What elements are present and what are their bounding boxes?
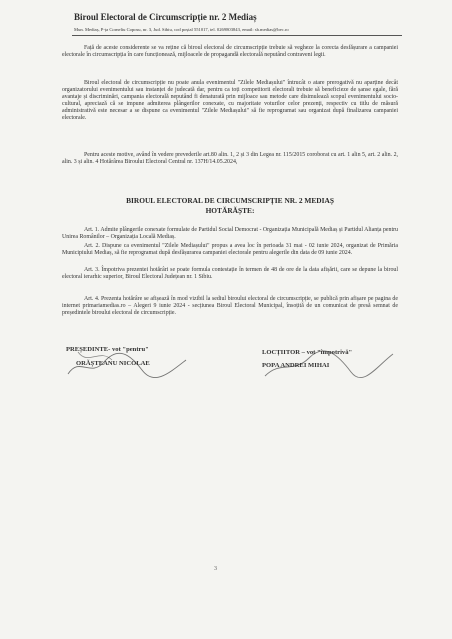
body-paragraph-2: Biroul electoral de circumscripție nu poate anula evenimentul "Zilele Mediașului" întrucât o atare prerogativă nu aparține decât organizatorului evenimentului sau instanței de judecată dar, pentru ca toți competitorii electorali trebuie să beneficieze de șanse egale, fără avantaje și discriminări, campania electorală neputând fi denaturată prin mijloace sau metode care disimulează scopul evenimentului socio-cultural, apreciază că se impune admiterea plângerilor conexate, cu majoritate voturilor celor prezenți, respectiv cu titlu de măsură administrativă este necesar a se dispune ca evenimentul "Zilele Mediașului" să fie reprogramat sau organizat după finalizarea campaniei electorale. — [62, 80, 398, 122]
handwritten-signature-right — [255, 344, 405, 384]
handwritten-signature-left — [60, 344, 210, 384]
page-number: 3 — [214, 566, 217, 572]
article-1: Art. 1. Admite plângerile conexate formulate de Partidul Social Democrat - Organizația Municipală Mediaș și Partidul Alianța pentru Unirea Românilor – Organizația Locală Mediaș. — [62, 227, 398, 241]
decision-title: BIROUL ELECTORAL DE CIRCUMSCRIPȚIE NR. 2 MEDIAȘ — [126, 196, 334, 205]
article-3: Art. 3. Împotriva prezentei hotărâri se poate formula contestație în termen de 48 de ore de la data afișării, care se depune la biroul electoral ierarhic superior, Biroul Electoral Județean nr. 1 Sibiu. — [62, 267, 398, 281]
article-4: Art. 4. Prezenta hotărâre se afișează în mod vizibil la sediul biroului electoral de circumscripție, se publică prin afișare pe pagina de internet primariamedias.ro – Alegeri 9 iunie 2024 - secțiunea Biroul Electoral Municipal, însoțită de un comunicat de presă semnat de președintele biroului electoral de circumscripție. — [62, 296, 398, 317]
decision-verb: HOTĂRĂȘTE: — [205, 206, 255, 215]
header-divider — [72, 35, 402, 36]
signature-right-name: POPA ANDREI MIHAI — [262, 362, 330, 369]
signature-left-role: PREȘEDINTE- vot "pentru" — [66, 346, 149, 353]
body-paragraph-1: Față de aceste considerente se va reține că biroul electoral de circumscripție trebuie să vegheze la corecta desfășurare a campaniei electorale în circumscripția în care funcționează, mijloacele de propagandă electorală neputând contraveni legii. — [62, 45, 398, 59]
article-2: Art. 2. Dispune ca evenimentul "Zilele Mediașului" propus a avea loc în perioada 31 mai - 02 iunie 2024, organizat de Primăria Municipiului Mediaș, să fie reprogramat după desfășurarea campaniei electorale pentru alegerile din data de 09 iunie 2024. — [62, 243, 398, 257]
header-title: Biroul Electoral de Circumscripție nr. 2 Mediaș — [74, 12, 257, 22]
body-paragraph-3: Pentru aceste motive, având în vedere prevederile art.80 alin. 1, 2 și 3 din Legea nr. 115/2015 coroborat cu art. 1 alin 5, art. 2 alin. 2, alin. 3 și alin. 4 Hotărârea Biroului Electoral Central nr. 137H/14.05.2024, — [62, 152, 398, 166]
signature-right-role: LOCȚIITOR – vot "împotrivă" — [262, 349, 353, 356]
header-address: Mun. Mediaș, P-ța Corneliu Coposu, nr. 3, Jud. Sibiu, cod poștal 551017, tel. 0269803843, email: sb.medias@bec.ro — [74, 27, 289, 32]
signature-left-name: ORĂȘTEANU NICOLAE — [76, 360, 150, 367]
